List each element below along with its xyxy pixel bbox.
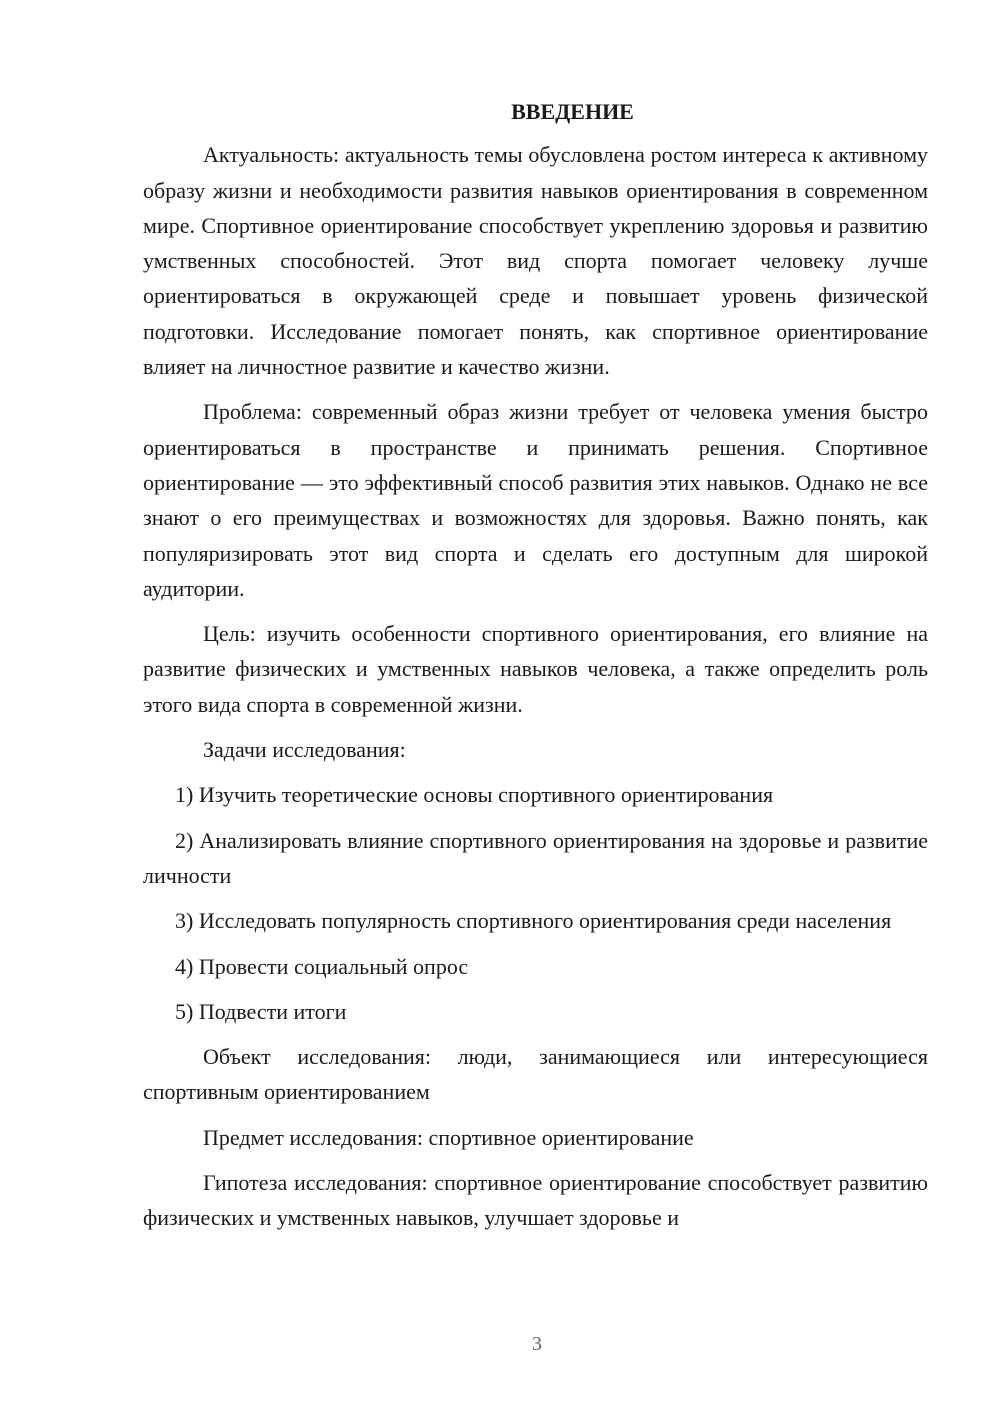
goal-paragraph: Цель: изучить особенности спортивного ориентирования, его влияние на развитие физических и умственных навыков человека, а также определить роль этого вида спорта в современной жизни. — [143, 621, 928, 717]
task-item-4: 4) Провести социальный опрос — [175, 953, 469, 979]
relevance-paragraph: Актуальность: актуальность темы обусловлена ростом интереса к активному образу жизни и необходимости развития навыков ориентирования в современном мире. Спортивное ориентирование способствует укреплению здоровья и развитию умственных способностей. Этот вид спорта помогает человеку лучше ориентироваться в окружающей среде и повышает уровень физической подготовки. Исследование помогает понять, как спортивное ориентирование влияет на личностное развитие и качество жизни. — [143, 142, 928, 380]
document-body — [143, 94, 928, 1236]
task-item-1: 1) Изучить теоретические основы спортивного ориентирования — [175, 782, 774, 808]
task-item-3: 3) Исследовать популярность спортивного ориентирования среди населения — [175, 908, 892, 934]
research-object-paragraph: Объект исследования: люди, занимающиеся или интересующиеся спортивным ориентированием — [143, 1044, 928, 1105]
research-subject-paragraph: Предмет исследования: спортивное ориентирование — [203, 1124, 694, 1150]
hypothesis-paragraph: Гипотеза исследования: спортивное ориентирование способствует развитию физических и умственных навыков, улучшает здоровье и — [143, 1170, 928, 1231]
task-item-5: 5) Подвести итоги — [175, 998, 347, 1024]
task-item-2: 2) Анализировать влияние спортивного ориентирования на здоровье и развитие личности — [143, 827, 928, 888]
tasks-heading: Задачи исследования: — [203, 737, 406, 763]
page-number: 3 — [532, 1333, 542, 1355]
problem-paragraph: Проблема: современный образ жизни требует от человека умения быстро ориентироваться в пространстве и принимать решения. Спортивное ориентирование — это эффективный способ развития этих навыков. Однако не все знают о его преимуществах и возможностях для здоровья. Важно понять, как популяризировать этот вид спорта и сделать его доступным для широкой аудитории. — [143, 399, 928, 601]
section-title: ВВЕДЕНИЕ — [511, 99, 634, 124]
